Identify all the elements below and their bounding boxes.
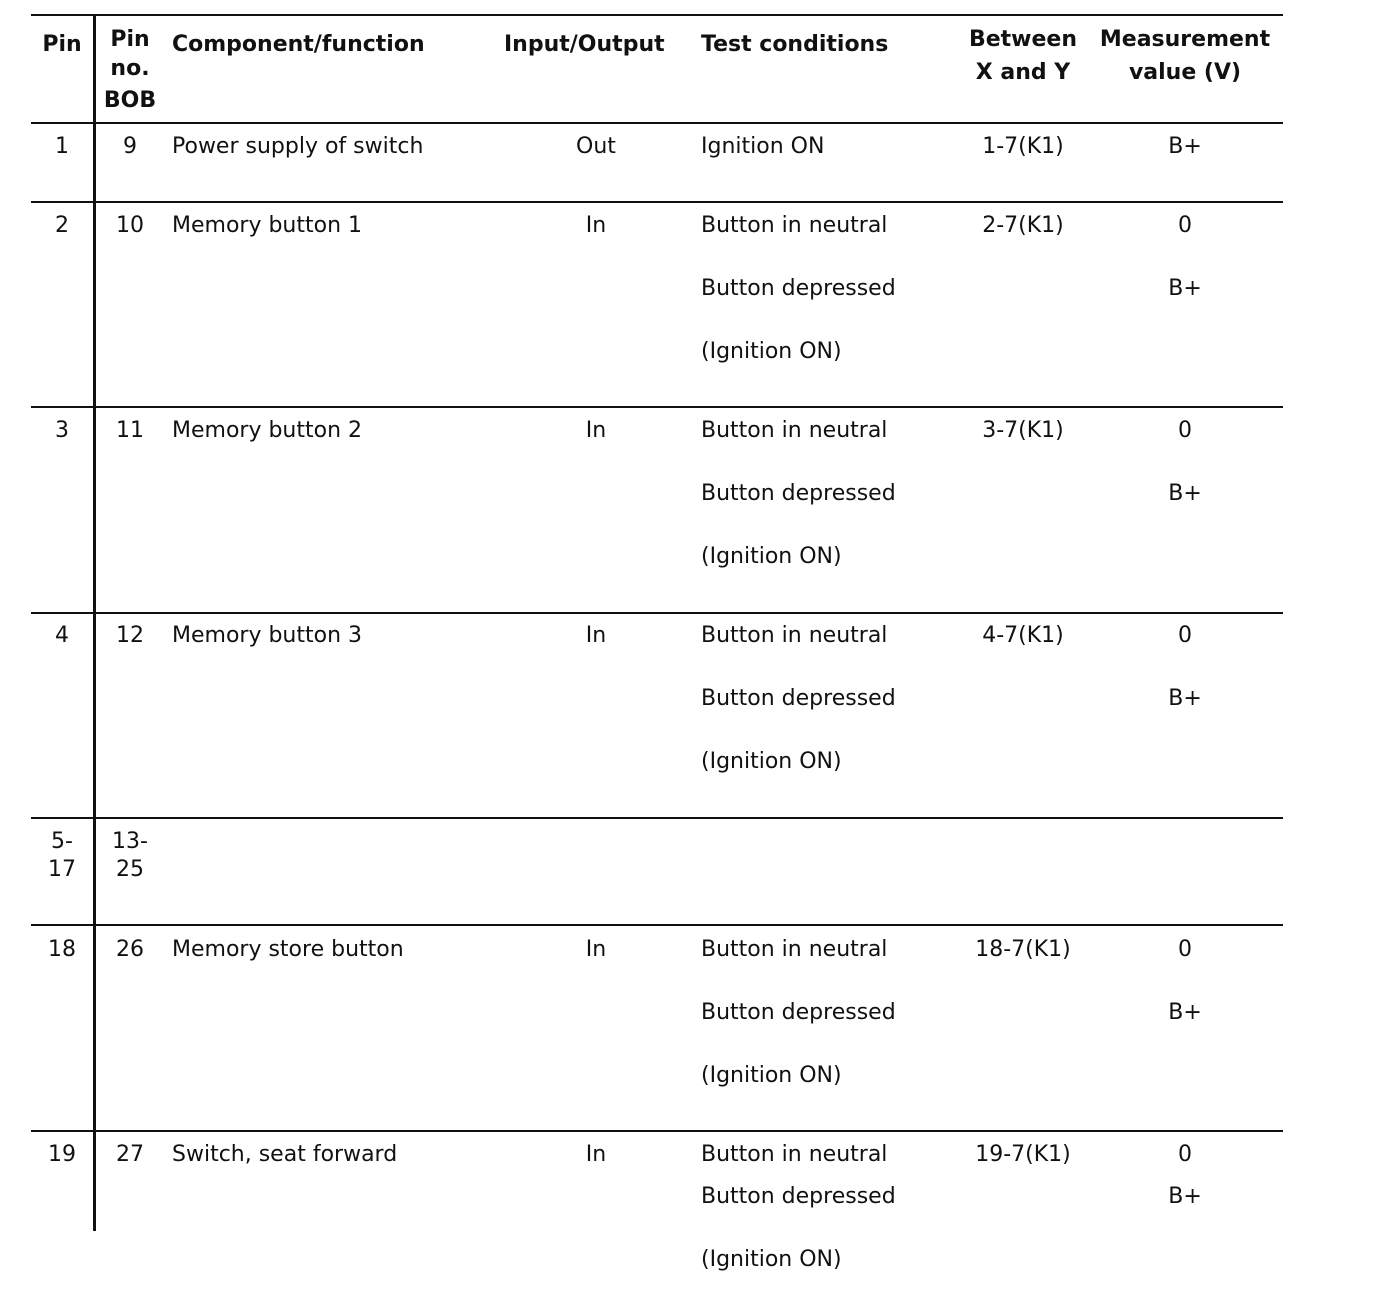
cell-io: In: [585, 623, 607, 648]
row-divider: [31, 406, 1283, 408]
cell-between: 4-7(K1): [982, 623, 1064, 648]
cell-between: 1-7(K1): [982, 134, 1064, 159]
header-between-line2: X and Y: [975, 60, 1071, 85]
cell-test: (Ignition ON): [701, 749, 842, 774]
cell-pin: 19: [48, 1142, 76, 1167]
cell-value: 0: [1178, 623, 1192, 648]
cell-test: (Ignition ON): [701, 544, 842, 569]
cell-bob: 11: [116, 418, 144, 443]
cell-value: 0: [1178, 937, 1192, 962]
header-bottom-rule: [31, 122, 1283, 124]
cell-test: Button in neutral: [701, 937, 888, 962]
cell-value: B+: [1168, 276, 1202, 301]
header-measurement-line2: value (V): [1128, 60, 1242, 85]
cell-value: B+: [1168, 686, 1202, 711]
cell-test: Button in neutral: [701, 623, 888, 648]
cell-bob: 27: [116, 1142, 144, 1167]
cell-bob: 10: [116, 213, 144, 238]
cell-test: Button depressed: [701, 276, 896, 301]
cell-test: (Ignition ON): [701, 1247, 842, 1272]
cell-value: B+: [1168, 481, 1202, 506]
cell-test: Button depressed: [701, 1184, 896, 1209]
cell-pin: 18: [48, 937, 76, 962]
cell-bob: 25: [116, 857, 144, 882]
cell-value: B+: [1168, 1184, 1202, 1209]
cell-component: Memory button 3: [172, 623, 363, 648]
cell-pin: 2: [55, 213, 69, 238]
header-test-conditions: Test conditions: [701, 32, 889, 57]
cell-value: 0: [1178, 213, 1192, 238]
cell-value: 0: [1178, 418, 1192, 443]
cell-test: Button in neutral: [701, 213, 888, 238]
cell-bob: 13-: [112, 829, 148, 854]
cell-component: Memory button 1: [172, 213, 363, 238]
cell-component: Memory button 2: [172, 418, 363, 443]
row-divider: [31, 924, 1283, 926]
cell-pin: 1: [55, 134, 69, 159]
cell-component: Power supply of switch: [172, 134, 424, 159]
header-pin-no-bob-line1: Pin: [110, 27, 150, 52]
row-divider: [31, 201, 1283, 203]
row-divider: [31, 817, 1283, 819]
cell-bob: 26: [116, 937, 144, 962]
cell-between: 19-7(K1): [975, 1142, 1071, 1167]
cell-test: (Ignition ON): [701, 339, 842, 364]
cell-io: In: [585, 1142, 607, 1167]
cell-test: Button depressed: [701, 481, 896, 506]
cell-test: Button in neutral: [701, 1142, 888, 1167]
header-input-output: Input/Output: [504, 32, 665, 57]
cell-value: B+: [1168, 1000, 1202, 1025]
cell-between: 18-7(K1): [975, 937, 1071, 962]
header-pin-no-bob-line2: no.: [110, 56, 150, 81]
cell-value: 0: [1178, 1142, 1192, 1167]
cell-pin: 3: [55, 418, 69, 443]
cell-io: In: [585, 937, 607, 962]
cell-component: Memory store button: [172, 937, 404, 962]
cell-pin: 5-: [51, 829, 73, 854]
header-pin-no-bob-line3: BOB: [103, 88, 157, 113]
header-pin: Pin: [42, 32, 82, 57]
cell-io: In: [585, 213, 607, 238]
cell-test: Button depressed: [701, 686, 896, 711]
row-divider: [31, 1130, 1283, 1132]
header-measurement-line1: Measurement: [1099, 27, 1271, 52]
cell-pin: 4: [55, 623, 69, 648]
row-divider: [31, 612, 1283, 614]
cell-bob: 12: [116, 623, 144, 648]
cell-between: 2-7(K1): [982, 213, 1064, 238]
cell-test: Button in neutral: [701, 418, 888, 443]
table-top-rule: [31, 14, 1283, 16]
cell-between: 3-7(K1): [982, 418, 1064, 443]
header-component: Component/function: [172, 32, 425, 57]
cell-bob: 9: [123, 134, 137, 159]
cell-io: In: [585, 418, 607, 443]
cell-pin: 17: [48, 857, 76, 882]
cell-test: Button depressed: [701, 1000, 896, 1025]
cell-component: Switch, seat forward: [172, 1142, 398, 1167]
cell-io: Out: [576, 134, 616, 159]
cell-test: Ignition ON: [701, 134, 825, 159]
header-between-line1: Between: [968, 27, 1078, 52]
cell-test: (Ignition ON): [701, 1063, 842, 1088]
cell-value: B+: [1168, 134, 1202, 159]
